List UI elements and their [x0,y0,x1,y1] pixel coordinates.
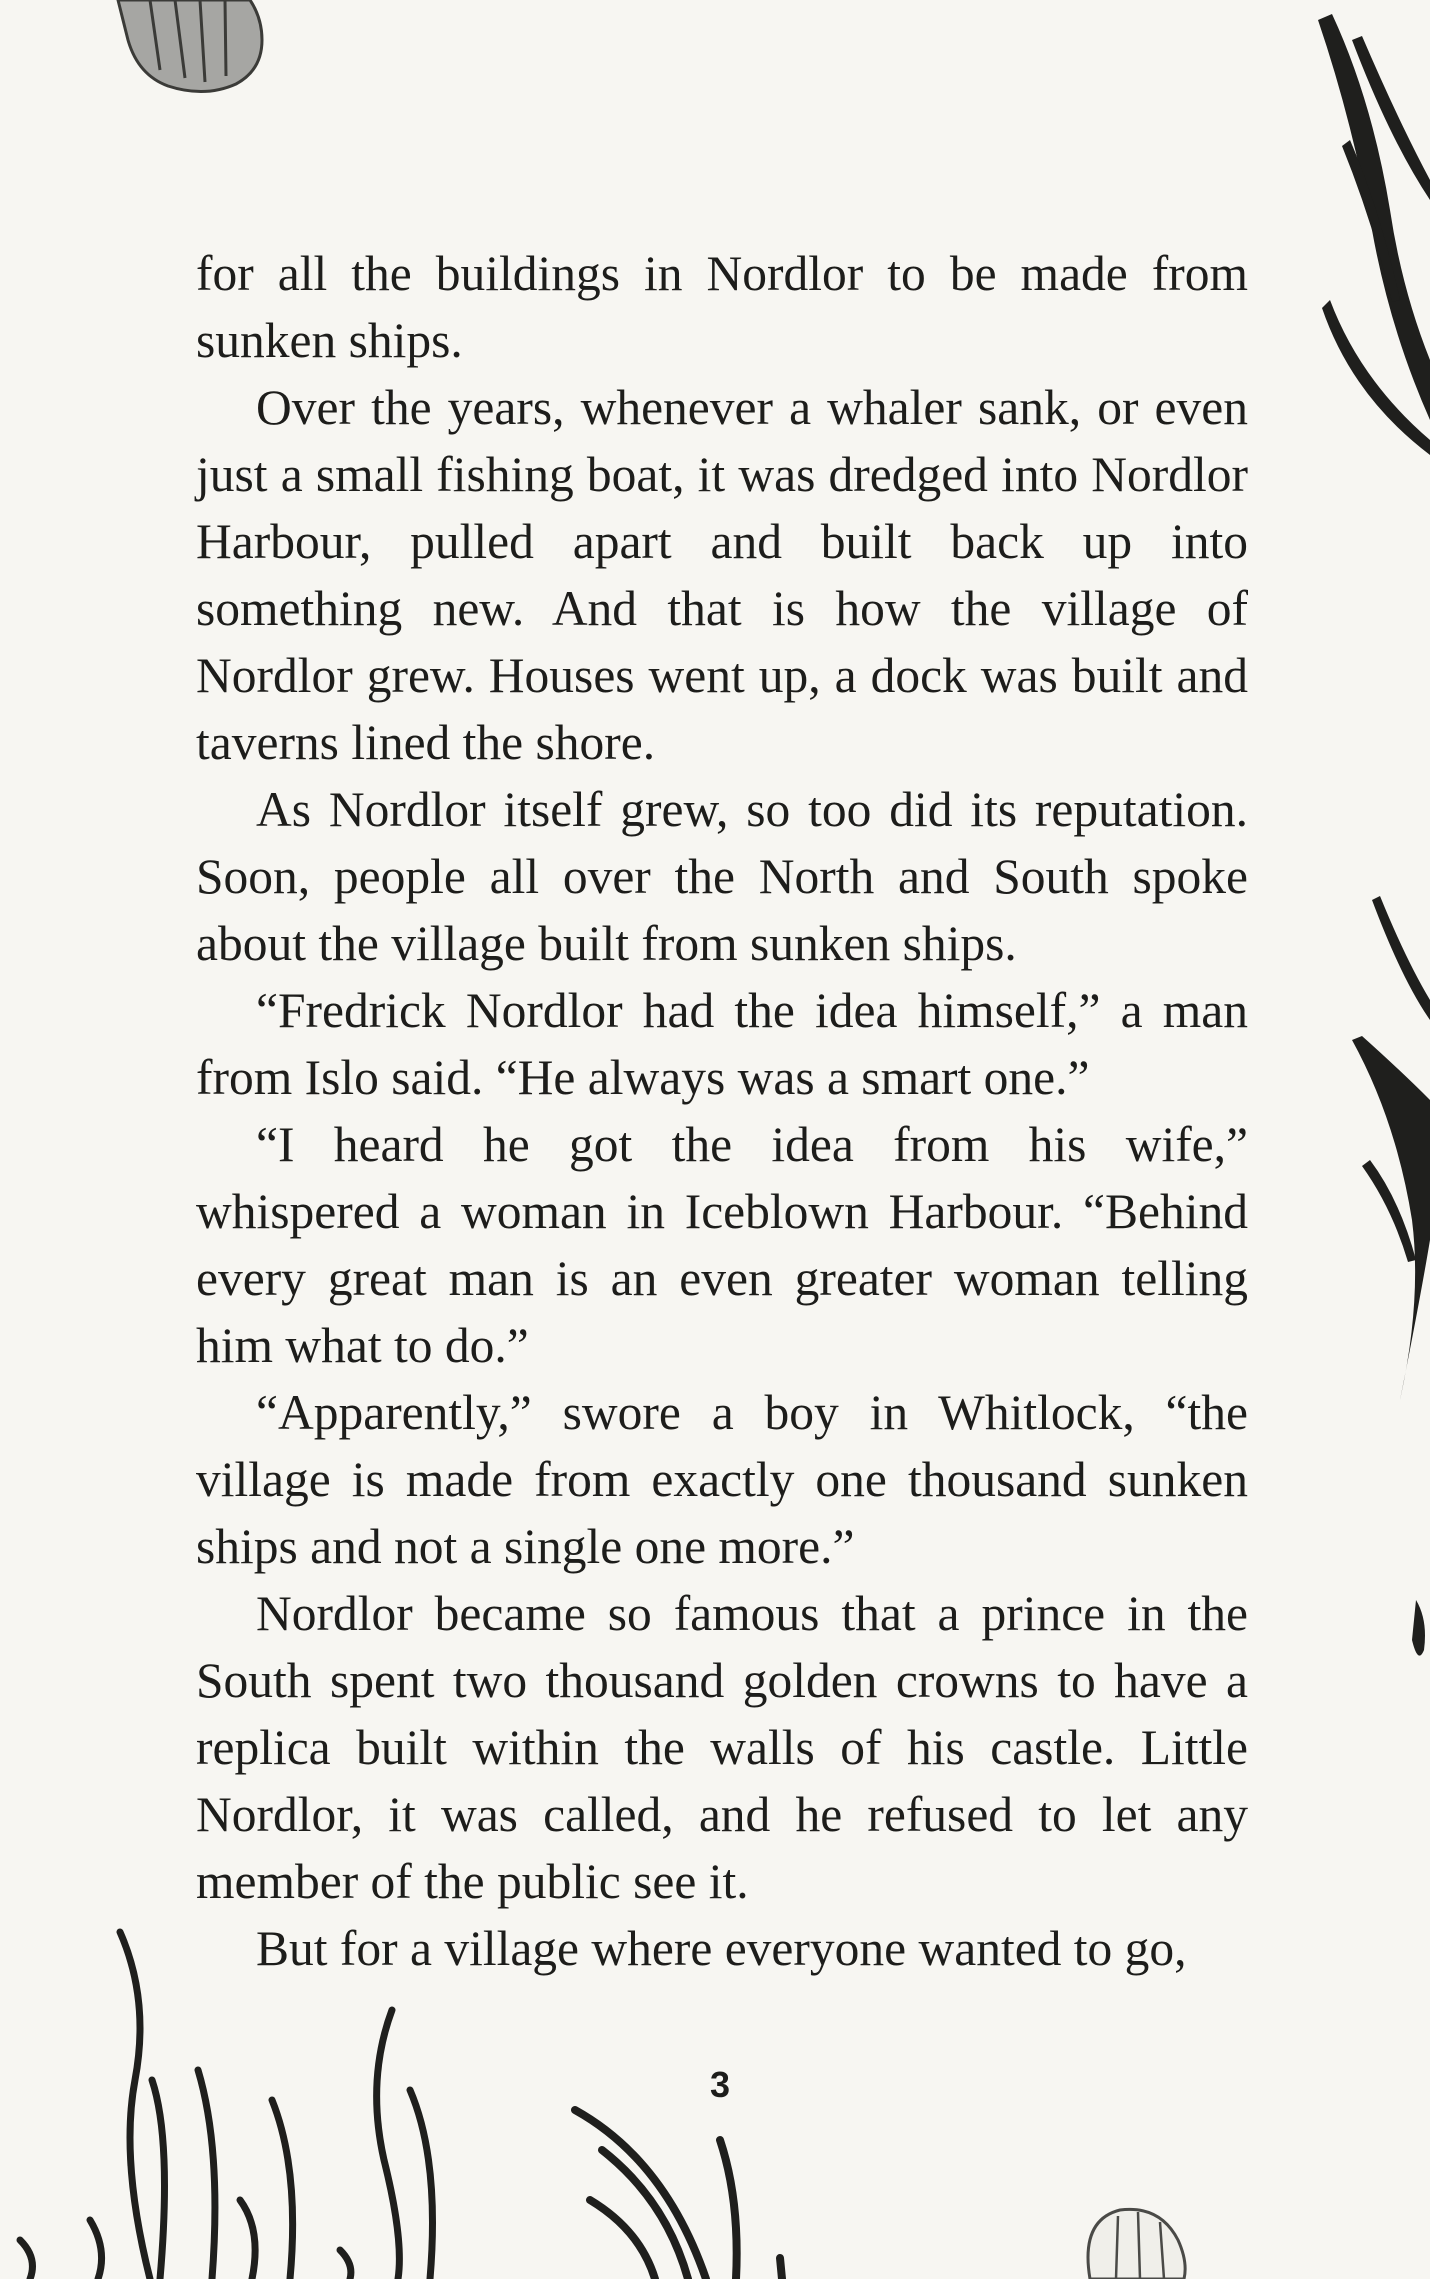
seaweed-icon [20,1932,433,2279]
seaweed-icon [1318,14,1430,455]
paragraph: “I heard he got the idea from his wife,” whispered a woman in Iceblown Harbour. “Behind every great man is an even greater woman telling him what to do.” [196,1117,1248,1373]
shell-icon [1088,2209,1185,2279]
page-number: 3 [709,2064,731,2105]
seaweed-icon [1352,896,1430,1656]
body-text [196,240,1248,1982]
paragraph: But for a village where everyone wanted to go, [256,1921,1187,1976]
seaweed-icon [575,2110,782,2279]
paragraph: “Apparently,” swore a boy in Whitlock, “the village is made from exactly one thousand sunken ships and not a single one more.” [196,1385,1248,1574]
paragraph: for all the buildings in Nordlor to be made from sunken ships. [196,246,1248,368]
shell-icon [118,0,262,92]
paragraph: As Nordlor itself grew, so too did its reputation. Soon, people all over the North and South spoke about the village built from sunken ships. [196,782,1248,971]
paragraph: “Fredrick Nordlor had the idea himself,” a man from Islo said. “He always was a smart one.” [196,983,1248,1105]
paragraph: Nordlor became so famous that a prince in the South spent two thousand golden crowns to have a replica built within the walls of his castle. Little Nordlor, it was called, and he refused to let any member of the public see it. [196,1586,1248,1909]
paragraph: Over the years, whenever a whaler sank, or even just a small fishing boat, it was dredged into Nordlor Harbour, pulled apart and built back up into something new. And that is how the village of Nordlor grew. Houses went up, a dock was built and taverns lined the shore. [196,380,1248,770]
